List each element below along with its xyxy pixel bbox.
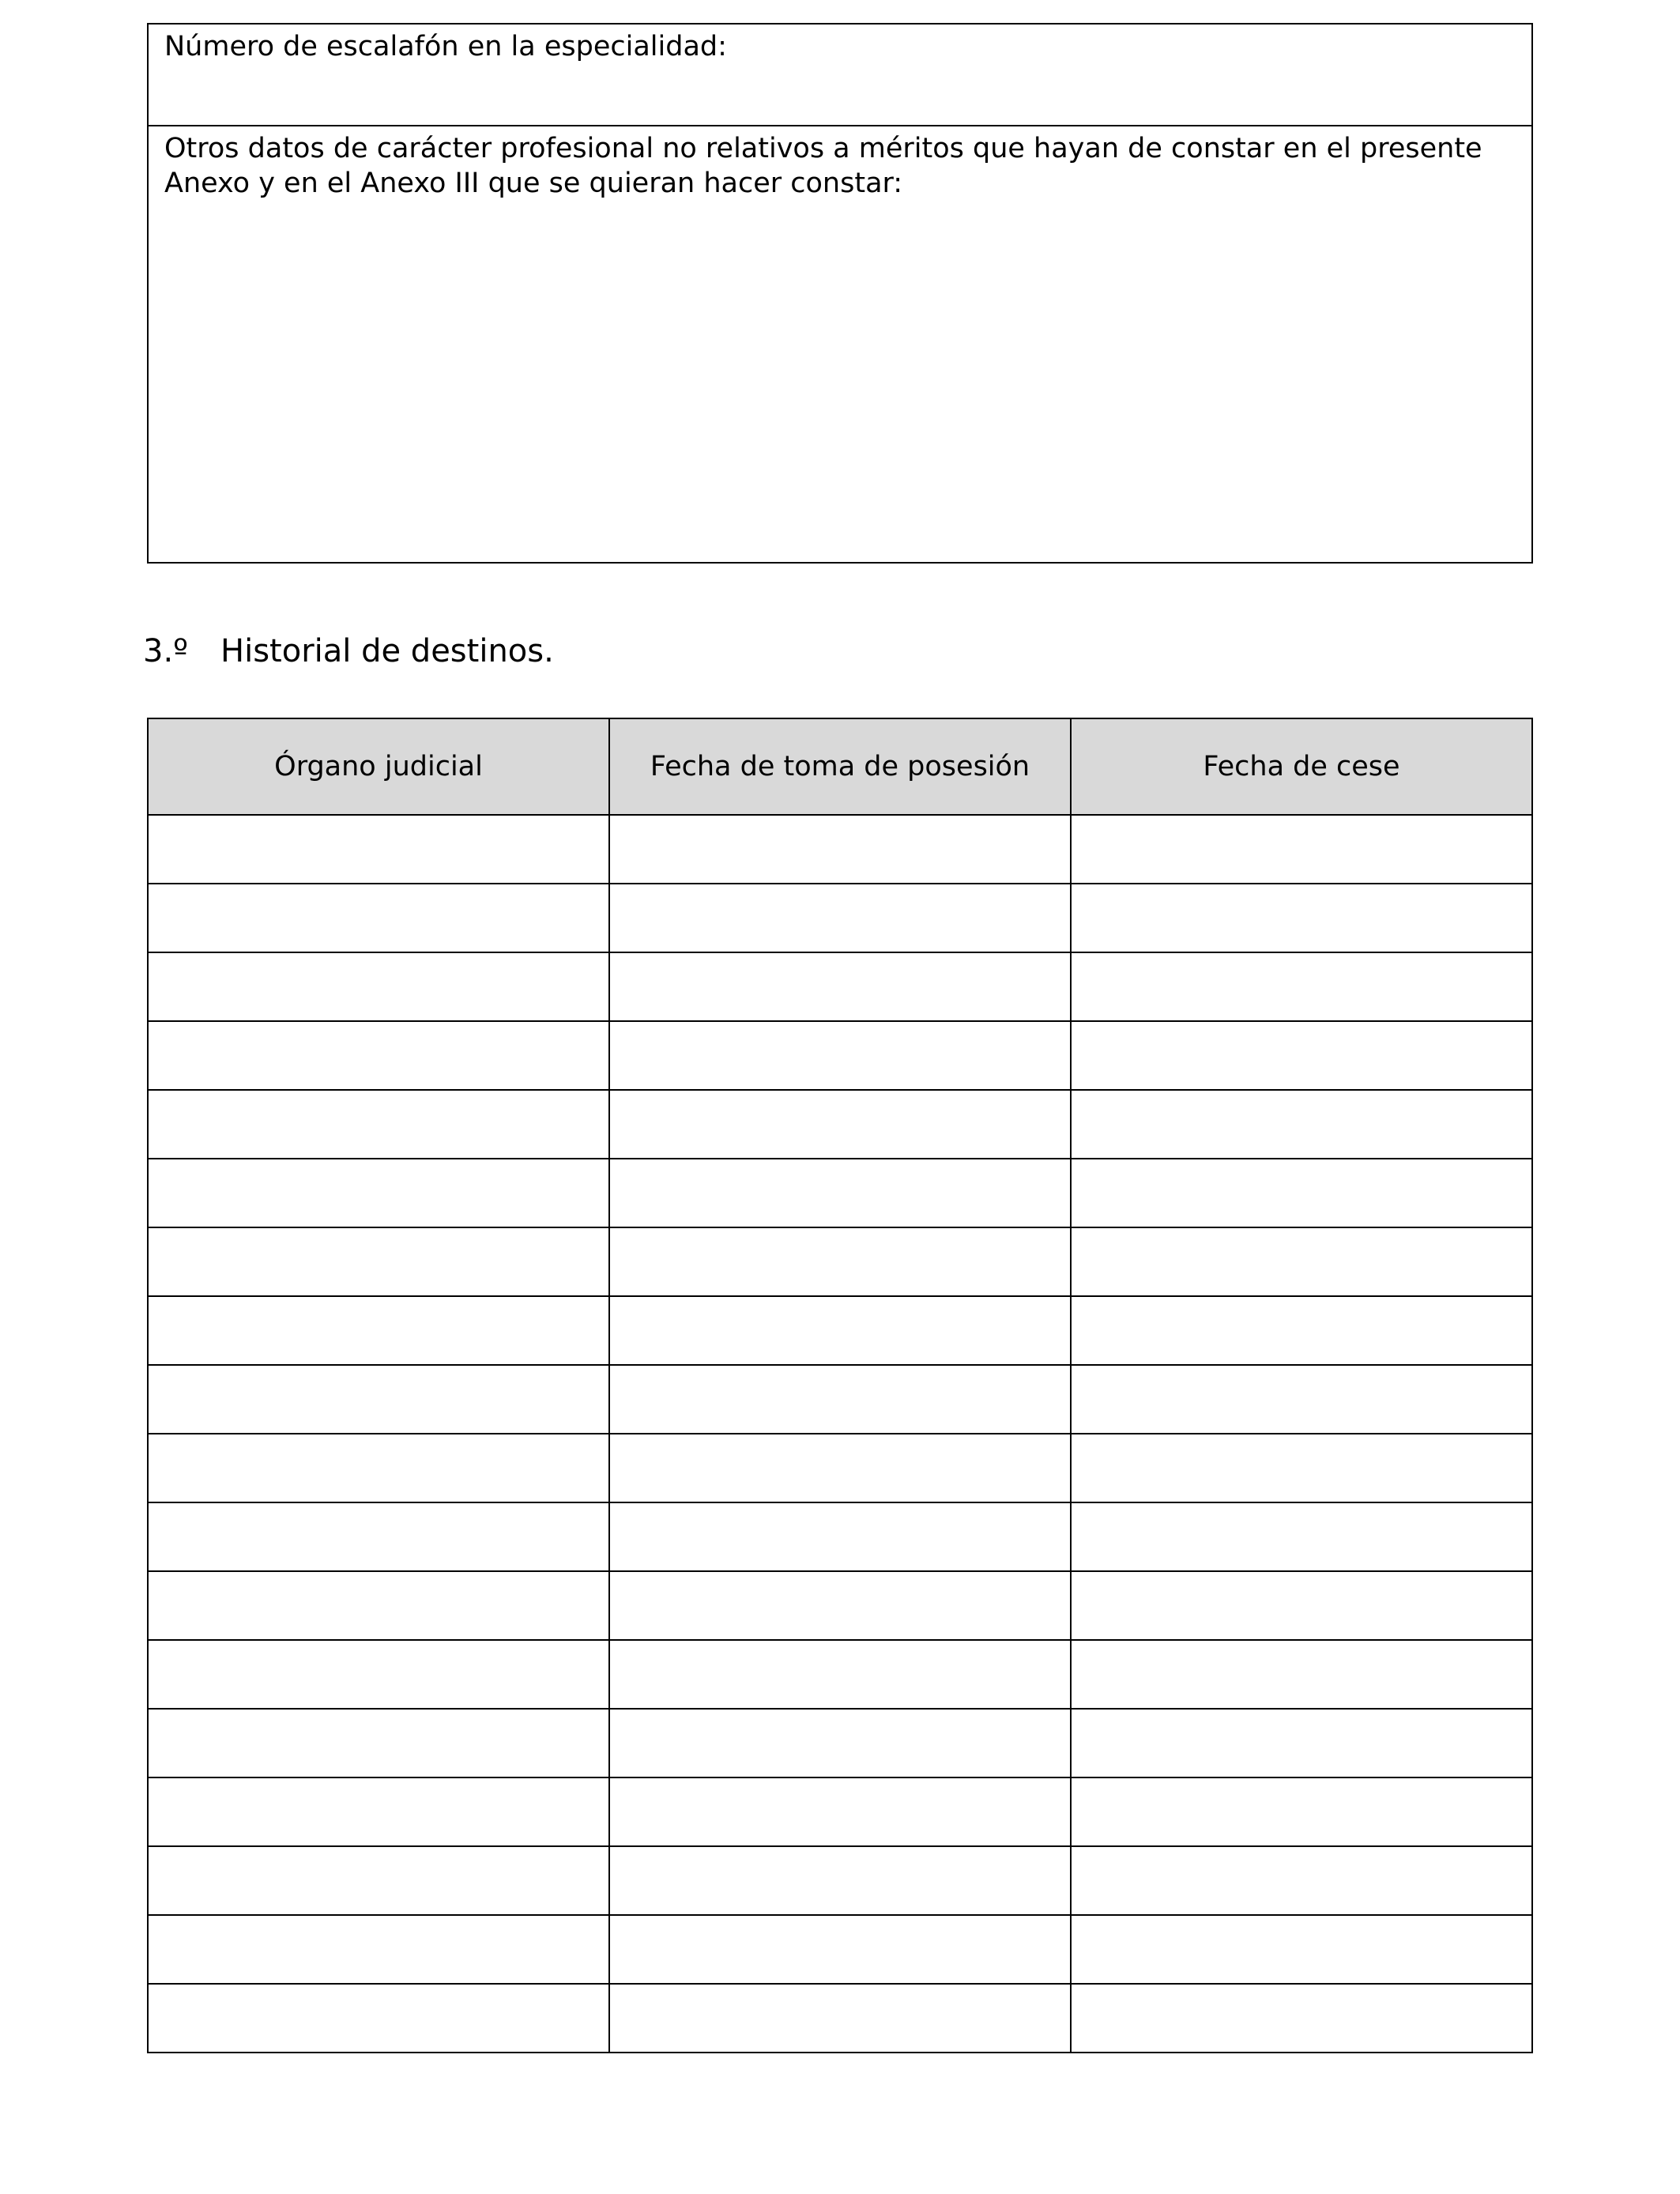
- otros-datos-label-line-2: Anexo y en el Anexo III que se quieran hacer constar:: [164, 168, 903, 199]
- table-row: [148, 1777, 1532, 1846]
- header-organo-judicial: Órgano judicial: [148, 718, 609, 815]
- fecha-toma-posesion-cell[interactable]: [609, 1709, 1071, 1777]
- fecha-toma-posesion-cell[interactable]: [609, 1915, 1071, 1984]
- table-row: [148, 815, 1532, 884]
- fecha-cese-cell[interactable]: [1071, 1709, 1532, 1777]
- header-fecha-cese: Fecha de cese: [1071, 718, 1532, 815]
- escalafon-label: Número de escalafón en la especialidad:: [164, 31, 727, 62]
- organo-judicial-cell[interactable]: [148, 1846, 609, 1915]
- organo-judicial-cell[interactable]: [148, 1571, 609, 1640]
- organo-judicial-cell[interactable]: [148, 952, 609, 1021]
- destinos-table: [147, 718, 1533, 2053]
- table-row: [148, 1915, 1532, 1984]
- otros-datos-field[interactable]: [149, 126, 1531, 201]
- organo-judicial-cell[interactable]: [148, 1777, 609, 1846]
- table-row: [148, 1090, 1532, 1159]
- fecha-toma-posesion-cell[interactable]: [609, 1296, 1071, 1365]
- fecha-toma-posesion-cell[interactable]: [609, 1640, 1071, 1709]
- otros-datos-label-line-1: Otros datos de carácter profesional no relativos a méritos que hayan de constar en el presente: [164, 133, 1482, 164]
- organo-judicial-cell[interactable]: [148, 1227, 609, 1296]
- section-title: Historial de destinos.: [220, 633, 554, 669]
- section-number: 3.º: [143, 633, 189, 669]
- organo-judicial-cell[interactable]: [148, 884, 609, 952]
- fecha-toma-posesion-cell[interactable]: [609, 1021, 1071, 1090]
- organo-judicial-cell[interactable]: [148, 1090, 609, 1159]
- escalafon-field[interactable]: [149, 25, 1531, 126]
- fecha-toma-posesion-cell[interactable]: [609, 1159, 1071, 1227]
- fecha-toma-posesion-cell[interactable]: [609, 884, 1071, 952]
- organo-judicial-cell[interactable]: [148, 1365, 609, 1434]
- fecha-toma-posesion-cell[interactable]: [609, 1571, 1071, 1640]
- table-header-row: [148, 718, 1532, 815]
- organo-judicial-cell[interactable]: [148, 1640, 609, 1709]
- fecha-toma-posesion-cell[interactable]: [609, 1434, 1071, 1502]
- organo-judicial-cell[interactable]: [148, 1915, 609, 1984]
- table-row: [148, 952, 1532, 1021]
- header-fecha-toma-posesion: Fecha de toma de posesión: [609, 718, 1071, 815]
- fecha-toma-posesion-cell[interactable]: [609, 1777, 1071, 1846]
- table-row: [148, 1571, 1532, 1640]
- fecha-toma-posesion-cell[interactable]: [609, 1365, 1071, 1434]
- fecha-cese-cell[interactable]: [1071, 1502, 1532, 1571]
- fecha-toma-posesion-cell[interactable]: [609, 815, 1071, 884]
- fecha-toma-posesion-cell[interactable]: [609, 1502, 1071, 1571]
- fecha-cese-cell[interactable]: [1071, 1846, 1532, 1915]
- fecha-toma-posesion-cell[interactable]: [609, 1090, 1071, 1159]
- table-row: [148, 1021, 1532, 1090]
- fecha-cese-cell[interactable]: [1071, 1571, 1532, 1640]
- fecha-cese-cell[interactable]: [1071, 884, 1532, 952]
- table-row: [148, 1434, 1532, 1502]
- table-row: [148, 1296, 1532, 1365]
- fecha-cese-cell[interactable]: [1071, 1984, 1532, 2053]
- table-row: [148, 884, 1532, 952]
- table-row: [148, 1709, 1532, 1777]
- fecha-cese-cell[interactable]: [1071, 815, 1532, 884]
- fecha-toma-posesion-cell[interactable]: [609, 952, 1071, 1021]
- organo-judicial-cell[interactable]: [148, 1502, 609, 1571]
- table-row: [148, 1227, 1532, 1296]
- professional-data-box: [147, 23, 1533, 564]
- table-row: [148, 1846, 1532, 1915]
- table-row: [148, 1159, 1532, 1227]
- fecha-cese-cell[interactable]: [1071, 1640, 1532, 1709]
- organo-judicial-cell[interactable]: [148, 815, 609, 884]
- table-row: [148, 1502, 1532, 1571]
- section-heading: [143, 631, 554, 672]
- fecha-toma-posesion-cell[interactable]: [609, 1984, 1071, 2053]
- fecha-cese-cell[interactable]: [1071, 1159, 1532, 1227]
- fecha-cese-cell[interactable]: [1071, 1090, 1532, 1159]
- fecha-cese-cell[interactable]: [1071, 1296, 1532, 1365]
- organo-judicial-cell[interactable]: [148, 1296, 609, 1365]
- fecha-toma-posesion-cell[interactable]: [609, 1846, 1071, 1915]
- organo-judicial-cell[interactable]: [148, 1984, 609, 2053]
- table-body: [148, 815, 1532, 2053]
- table-row: [148, 1984, 1532, 2053]
- fecha-cese-cell[interactable]: [1071, 1227, 1532, 1296]
- table-row: [148, 1640, 1532, 1709]
- fecha-cese-cell[interactable]: [1071, 952, 1532, 1021]
- fecha-cese-cell[interactable]: [1071, 1434, 1532, 1502]
- table-row: [148, 1365, 1532, 1434]
- organo-judicial-cell[interactable]: [148, 1021, 609, 1090]
- fecha-cese-cell[interactable]: [1071, 1915, 1532, 1984]
- fecha-cese-cell[interactable]: [1071, 1777, 1532, 1846]
- fecha-cese-cell[interactable]: [1071, 1365, 1532, 1434]
- fecha-toma-posesion-cell[interactable]: [609, 1227, 1071, 1296]
- organo-judicial-cell[interactable]: [148, 1709, 609, 1777]
- organo-judicial-cell[interactable]: [148, 1434, 609, 1502]
- organo-judicial-cell[interactable]: [148, 1159, 609, 1227]
- fecha-cese-cell[interactable]: [1071, 1021, 1532, 1090]
